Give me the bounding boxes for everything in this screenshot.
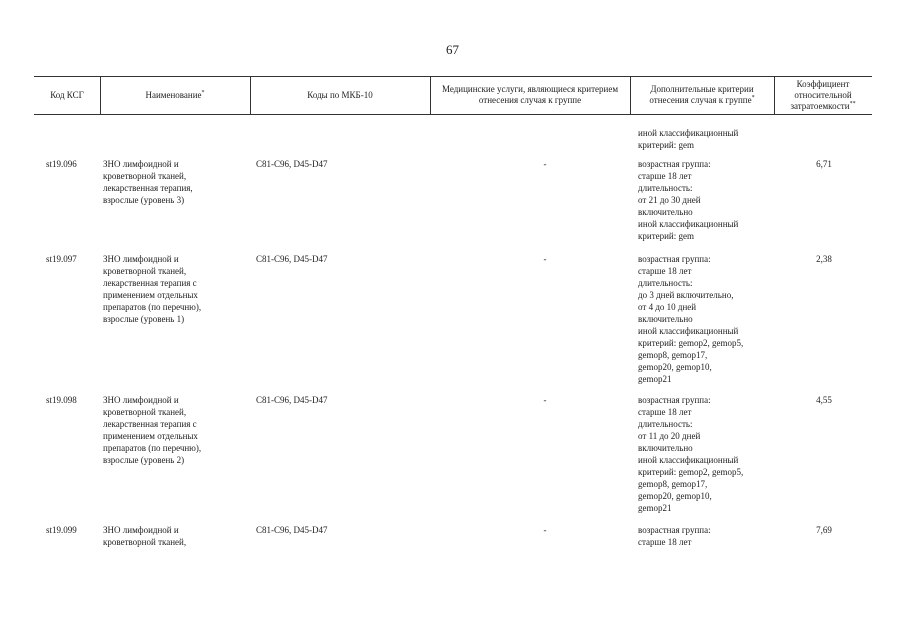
cost-coefficient: 2,38 — [816, 254, 832, 264]
header-code — [34, 76, 100, 114]
header-name — [100, 76, 250, 114]
header-criteria-text: Дополнительные критерии отнесения случая к группе — [649, 84, 754, 105]
ksg-code: st19.099 — [46, 525, 77, 535]
ksg-name: ЗНО лимфоидной и кроветворной тканей, — [103, 525, 187, 547]
header-mkb-text: Коды по МКБ-10 — [307, 89, 373, 100]
ksg-code: st19.097 — [46, 254, 77, 264]
mkb-codes: C81-C96, D45-D47 — [256, 525, 328, 535]
header-coef-footnote-mark: ** — [849, 100, 856, 107]
header-name-footnote-mark: * — [201, 89, 205, 96]
page-number: 67 — [446, 42, 459, 57]
cost-coefficient: 6,71 — [816, 159, 832, 169]
cost-coefficient: 7,69 — [816, 525, 832, 535]
ksg-name: ЗНО лимфоидной и кроветворной тканей, лекарственная терапия, взрослые (уровень 3) — [103, 159, 193, 205]
criteria-cell: возрастная группа: старше 18 лет — [638, 525, 711, 547]
ksg-name: ЗНО лимфоидной и кроветворной тканей, лекарственная терапия с применением отдельных препаратов (по перечню), взрослые (уровень 1) — [103, 254, 202, 324]
header-mkb — [250, 76, 430, 114]
header-bottom-rule — [34, 114, 872, 115]
criteria-cell: возрастная группа: старше 18 лет длительность: от 11 до 20 дней включительно иной классификационный критерий: gemop2, gemop5, gemop8, gemop17, gemop20, gemop10, gemop21 — [638, 395, 744, 513]
mkb-codes: C81-C96, D45-D47 — [256, 159, 328, 169]
header-criteria-footnote-mark: * — [751, 95, 755, 101]
table-header — [34, 76, 872, 114]
header-coef-text: Коэффициент относительной затратоемкости — [790, 78, 852, 111]
criteria-cell: возрастная группа: старше 18 лет длительность: до 3 дней включительно, от 4 до 10 дней включительно иной классификационный критерий: gemop2, gemop5, gemop8, gemop17, gemop20, gemop10, gemop21 — [638, 254, 744, 384]
header-coef — [774, 76, 872, 114]
medical-services: - — [543, 159, 547, 169]
criteria-cell: иной классификационный критерий: gem — [638, 128, 739, 150]
medical-services: - — [543, 525, 547, 535]
ksg-code: st19.098 — [46, 395, 77, 405]
header-code-text: Код КСГ — [50, 89, 84, 100]
cost-coefficient: 4,55 — [816, 395, 832, 405]
mkb-codes: C81-C96, D45-D47 — [256, 395, 328, 405]
header-name-text: Наименование — [145, 89, 202, 100]
header-services-text: Медицинские услуги, являющиеся критерием отнесения случая к группе — [441, 84, 619, 105]
ksg-name: ЗНО лимфоидной и кроветворной тканей, лекарственная терапия с применением отдельных препаратов (по перечню), взрослые (уровень 2) — [103, 395, 202, 465]
criteria-cell: возрастная группа: старше 18 лет длительность: от 21 до 30 дней включительно иной классификационный критерий: gem — [638, 159, 739, 241]
medical-services: - — [543, 395, 547, 405]
header-criteria — [630, 76, 774, 114]
header-services — [430, 76, 630, 114]
ksg-code: st19.096 — [46, 159, 77, 169]
medical-services: - — [543, 254, 547, 264]
mkb-codes: C81-C96, D45-D47 — [256, 254, 328, 264]
